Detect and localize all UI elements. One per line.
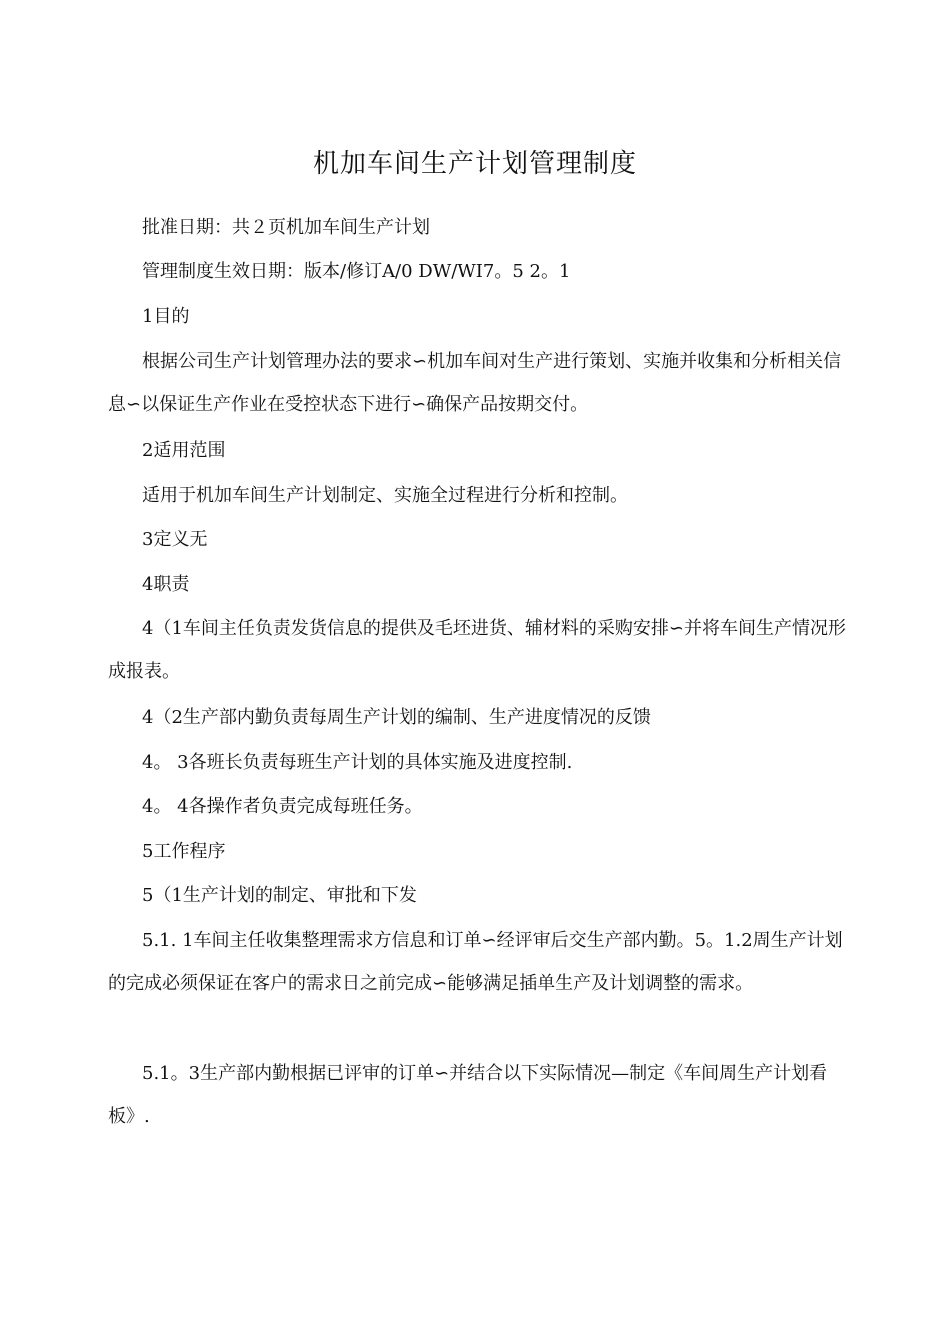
responsibility-item-3: 4。 3各班长负责每班生产计划的具体实施及进度控制. xyxy=(142,752,573,773)
approval-date-line: 批准日期：共２页机加车间生产计划 xyxy=(142,217,430,238)
section-heading-scope: 2适用范围 xyxy=(142,440,226,461)
purpose-paragraph: 根据公司生产计划管理办法的要求∽机加车间对生产进行策划、实施并收集和分析相关信息∽以保证生产作业在受控状态下进行∽确保产品按期交付。 xyxy=(108,351,842,415)
responsibility-item-4: 4。 4各操作者负责完成每班任务。 xyxy=(142,796,423,817)
responsibility-item-2: 4（2生产部内勤负责每周生产计划的编制、生产进度情况的反馈 xyxy=(142,707,651,728)
responsibility-item-1: 4（1车间主任负责发货信息的提供及毛坯进货、辅材料的采购安排∽并将车间生产情况形成报表。 xyxy=(108,618,846,682)
effective-date-line: 管理制度生效日期：版本/修订A/0 DW/WI7。5 2。1 xyxy=(142,261,571,282)
section-heading-procedure: 5工作程序 xyxy=(142,841,226,862)
scope-paragraph: 适用于机加车间生产计划制定、实施全过程进行分析和控制。 xyxy=(142,485,628,506)
document-title: 机加车间生产计划管理制度 xyxy=(312,149,637,179)
procedure-subheading-1: 5（1生产计划的制定、审批和下发 xyxy=(142,885,417,906)
section-heading-definitions: 3定义无 xyxy=(142,529,208,550)
section-heading-purpose: 1目的 xyxy=(142,306,190,327)
section-heading-responsibilities: 4职责 xyxy=(142,574,190,595)
procedure-paragraph-2: 5.1。3生产部内勤根据已评审的订单∽并结合以下实际情况—制定《车间周生产计划看板》. xyxy=(108,1063,828,1127)
procedure-paragraph-1: 5.1. 1车间主任收集整理需求方信息和订单∽经评审后交生产部内勤。5。1.2周生产计划的完成必须保证在客户的需求日之前完成∽能够满足插单生产及计划调整的需求。 xyxy=(108,930,843,994)
